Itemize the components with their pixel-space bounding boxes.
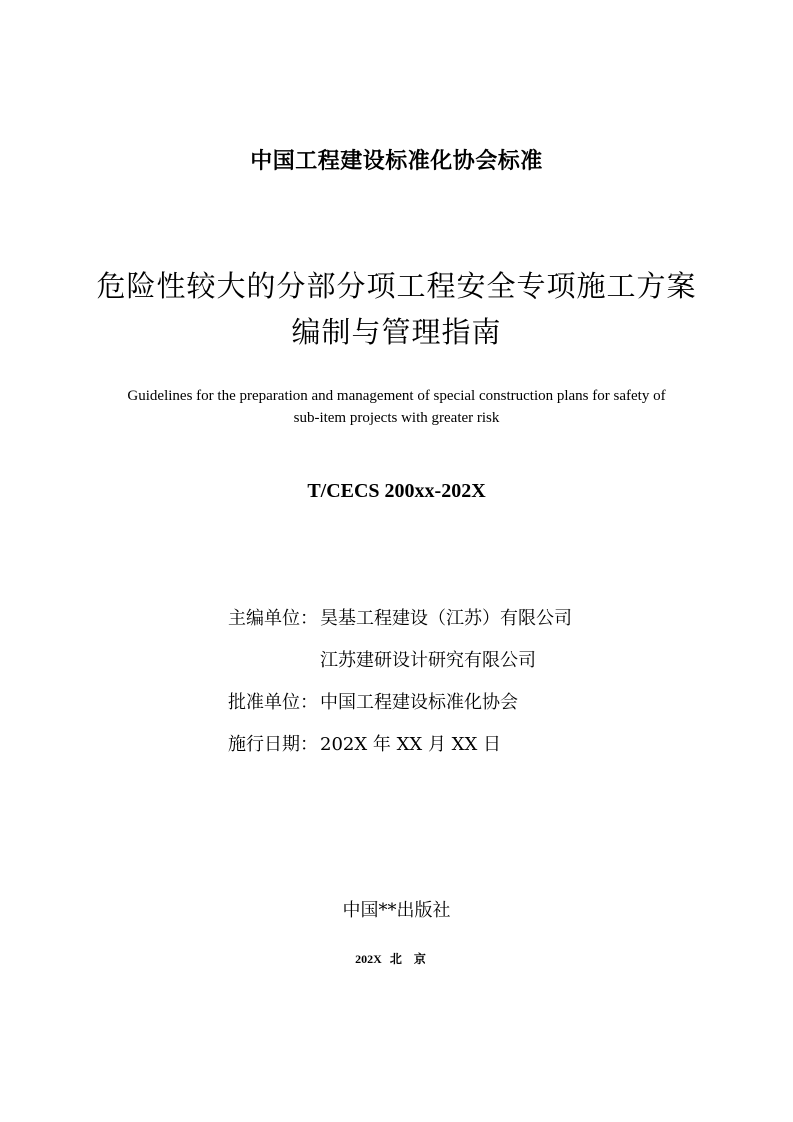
editor-unit-1: 昊基工程建设（江苏）有限公司 [320,608,572,629]
editor-label: 主编单位： [228,608,318,629]
publication-year: 202X [355,952,382,966]
standard-code: T/CECS 200xx-202X [307,480,486,502]
approver-row [228,688,518,714]
english-title-line-1: Guidelines for the preparation and management of special construction plans for safety of [127,388,666,404]
effective-date: 202X 年 XX 月 XX 日 [320,734,502,755]
title-line-1: 危险性较大的分部分项工程安全专项施工方案 [96,269,697,303]
date-row [228,730,501,756]
editor-unit-2: 江苏建研设计研究有限公司 [320,650,536,671]
publication-place [0,950,793,967]
date-label: 施行日期： [228,734,318,755]
title-line-2: 编制与管理指南 [291,315,502,349]
association-name: 中国工程建设标准化协会标准 [250,149,543,174]
approver-label: 批准单位： [228,692,318,713]
publication-city: 北京 [389,952,438,966]
editor-row-2 [228,646,536,672]
approver-unit: 中国工程建设标准化协会 [320,692,518,713]
publisher: 中国**出版社 [342,900,451,921]
editor-row [228,604,572,630]
english-title-line-2: sub-item projects with greater risk [293,410,500,426]
